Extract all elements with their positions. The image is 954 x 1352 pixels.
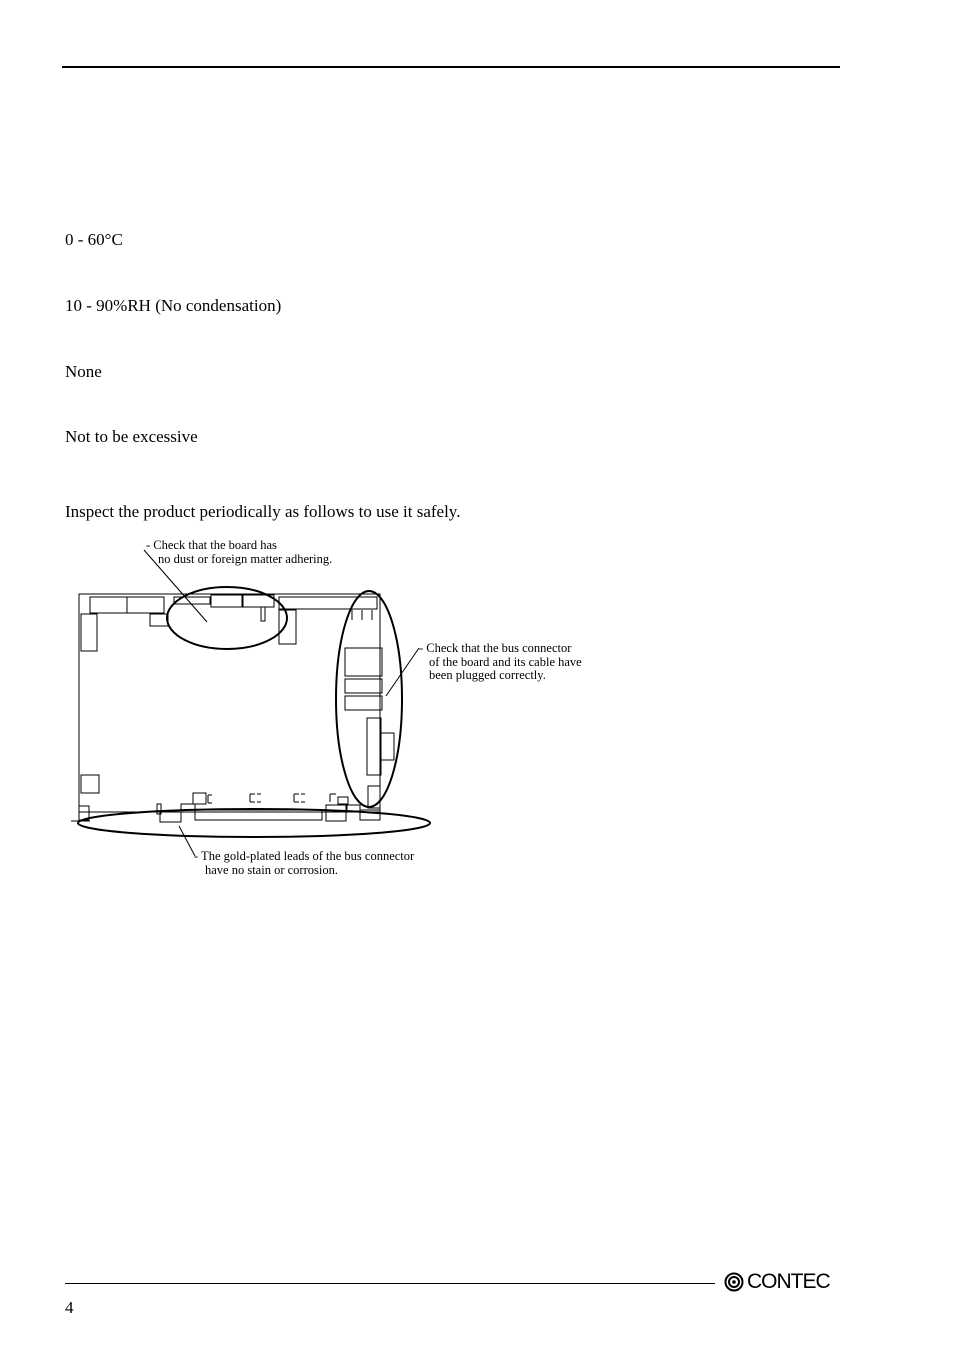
board-marking: [250, 794, 261, 802]
spec-temperature: 0 - 60°C: [65, 230, 123, 249]
board-component: [150, 614, 168, 626]
board-component: [345, 679, 382, 693]
spec-corrosive-gases: None: [65, 362, 102, 381]
inspection-intro: Inspect the product periodically as follows to use it safely.: [65, 502, 461, 521]
board-component: [279, 597, 377, 609]
board-component: [345, 696, 382, 710]
board-component: [345, 648, 382, 676]
board-component: [81, 614, 97, 651]
footer-rule: [65, 1283, 715, 1284]
board-marking: [294, 794, 305, 802]
page-number: 4: [65, 1298, 74, 1317]
board-component: [261, 607, 265, 621]
board-component: [193, 793, 206, 804]
contec-logo: [724, 1270, 830, 1294]
callout-dust-line: - Check that the board has: [146, 538, 277, 552]
board-marking: [208, 795, 212, 803]
board-component: [381, 733, 394, 760]
board-component: [338, 797, 348, 804]
callout-bus-line: - Check that the bus connector: [419, 641, 572, 655]
callout-dust: [146, 539, 332, 566]
board-component: [211, 595, 242, 607]
highlight-bus-connector: [78, 809, 430, 837]
callout-bus-line: of the board and its cable have: [429, 654, 582, 669]
leader-line-leads: [179, 826, 195, 856]
callout-bus-line: been plugged correctly.: [429, 668, 546, 682]
board-component: [326, 805, 346, 821]
contec-logo-text: CONTEC: [747, 1270, 830, 1293]
contec-logo-icon: [724, 1272, 744, 1292]
spec-dust: Not to be excessive: [65, 427, 198, 446]
callout-gold-leads: [194, 850, 414, 877]
board-component: [81, 775, 99, 793]
callout-leads-line: - The gold-plated leads of the bus connector: [194, 849, 415, 863]
callout-dust-line: no dust or foreign matter adhering.: [158, 551, 333, 566]
board-component: [347, 805, 360, 811]
board-component: [367, 718, 381, 775]
spec-humidity: 10 - 90%RH (No condensation): [65, 296, 282, 315]
callout-bus-connector: [419, 642, 582, 683]
callout-leads-line: have no stain or corrosion.: [205, 862, 338, 877]
board-component: [160, 812, 181, 822]
board-outline: [79, 594, 380, 812]
board-marking: [330, 794, 336, 802]
board-component: [127, 597, 164, 613]
board-component: [90, 597, 127, 613]
